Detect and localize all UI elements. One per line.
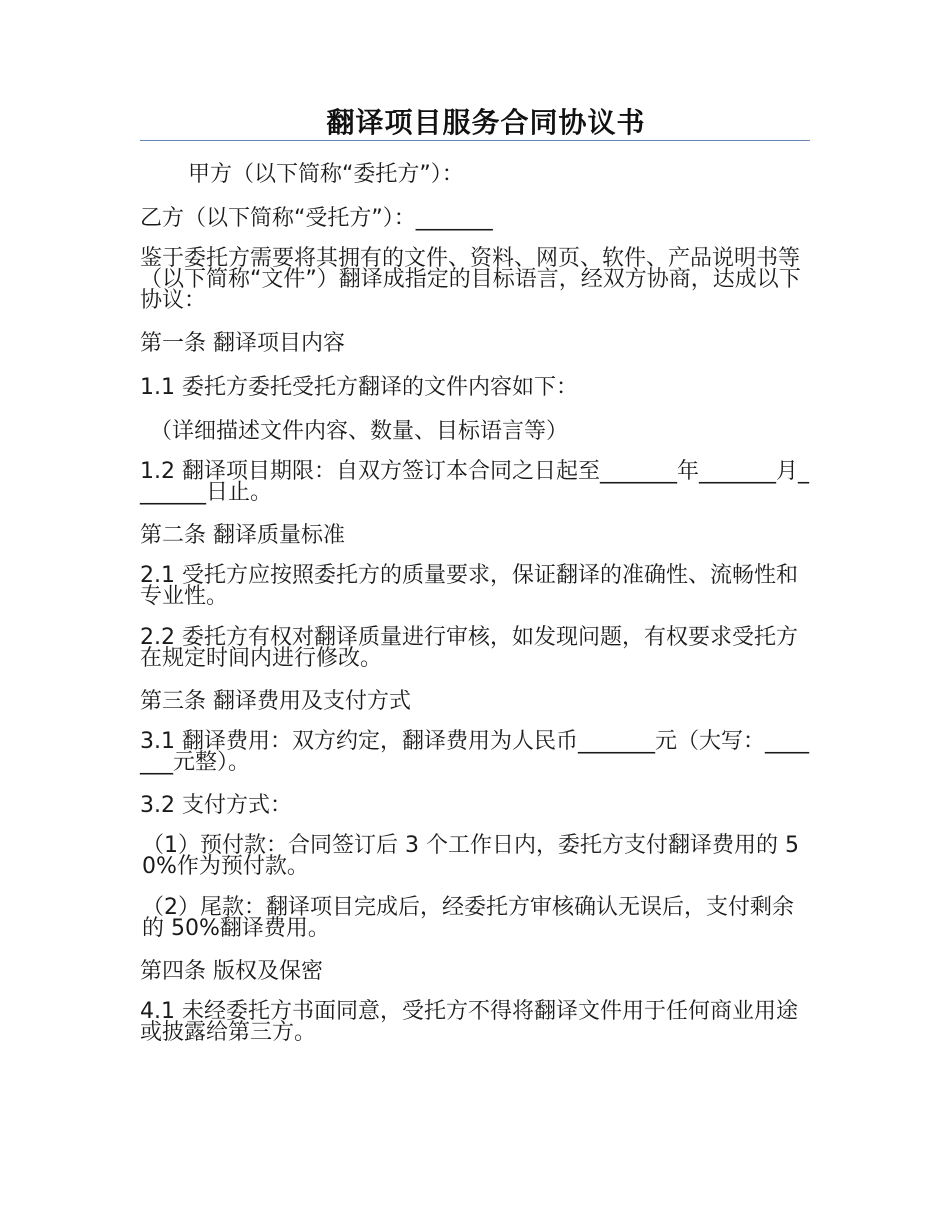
title-block [140,104,810,142]
clause-3-1: 3.1 翻译费用：双方约定，翻译费用为人民币_______元（大写：_______元整）。 [140,729,809,775]
clause-2-1: 2.1 受托方应按照委托方的质量要求，保证翻译的准确性、流畅性和专业性。 [140,563,798,609]
title-underline [140,140,810,141]
party-a-line: 甲方（以下简称“委托方”）： [188,162,464,187]
document-title: 翻译项目服务合同协议书 [326,106,646,139]
clause-1-2: 1.2 翻译项目期限：自双方签订本合同之日起至_______年_______月_______日止。 [140,459,809,505]
clause-2-2: 2.2 委托方有权对翻译质量进行审核，如发现问题，有权要求受托方在规定时间内进行修改。 [140,625,798,671]
contract-document [140,104,810,1043]
clause-1-1-detail: （详细描述文件内容、数量、目标语言等） [150,419,569,444]
article-3-heading: 第三条 翻译费用及支付方式 [140,689,411,714]
clause-4-1: 4.1 未经委托方书面同意，受托方不得将翻译文件用于任何商业用途或披露给第三方。 [140,999,798,1045]
party-b-line: 乙方（以下简称“受托方”）：_______ [140,206,493,231]
clause-3-2-1: （1）预付款：合同签订后 3 个工作日内，委托方支付翻译费用的 50%作为预付款。 [142,833,799,879]
article-2-heading: 第二条 翻译质量标准 [140,523,345,548]
recital-paragraph: 鉴于委托方需要将其拥有的文件、资料、网页、软件、产品说明书等（以下简称“文件”）翻译成指定的目标语言，经双方协商，达成以下协议： [140,246,801,313]
article-1-heading: 第一条 翻译项目内容 [140,331,345,356]
clause-1-1: 1.1 委托方委托受托方翻译的文件内容如下： [140,375,578,400]
clause-3-2: 3.2 支付方式： [140,793,292,818]
clause-3-2-2: （2）尾款：翻译项目完成后，经委托方审核确认无误后，支付剩余的 50%翻译费用。 [142,895,794,941]
article-4-heading: 第四条 版权及保密 [140,959,323,984]
